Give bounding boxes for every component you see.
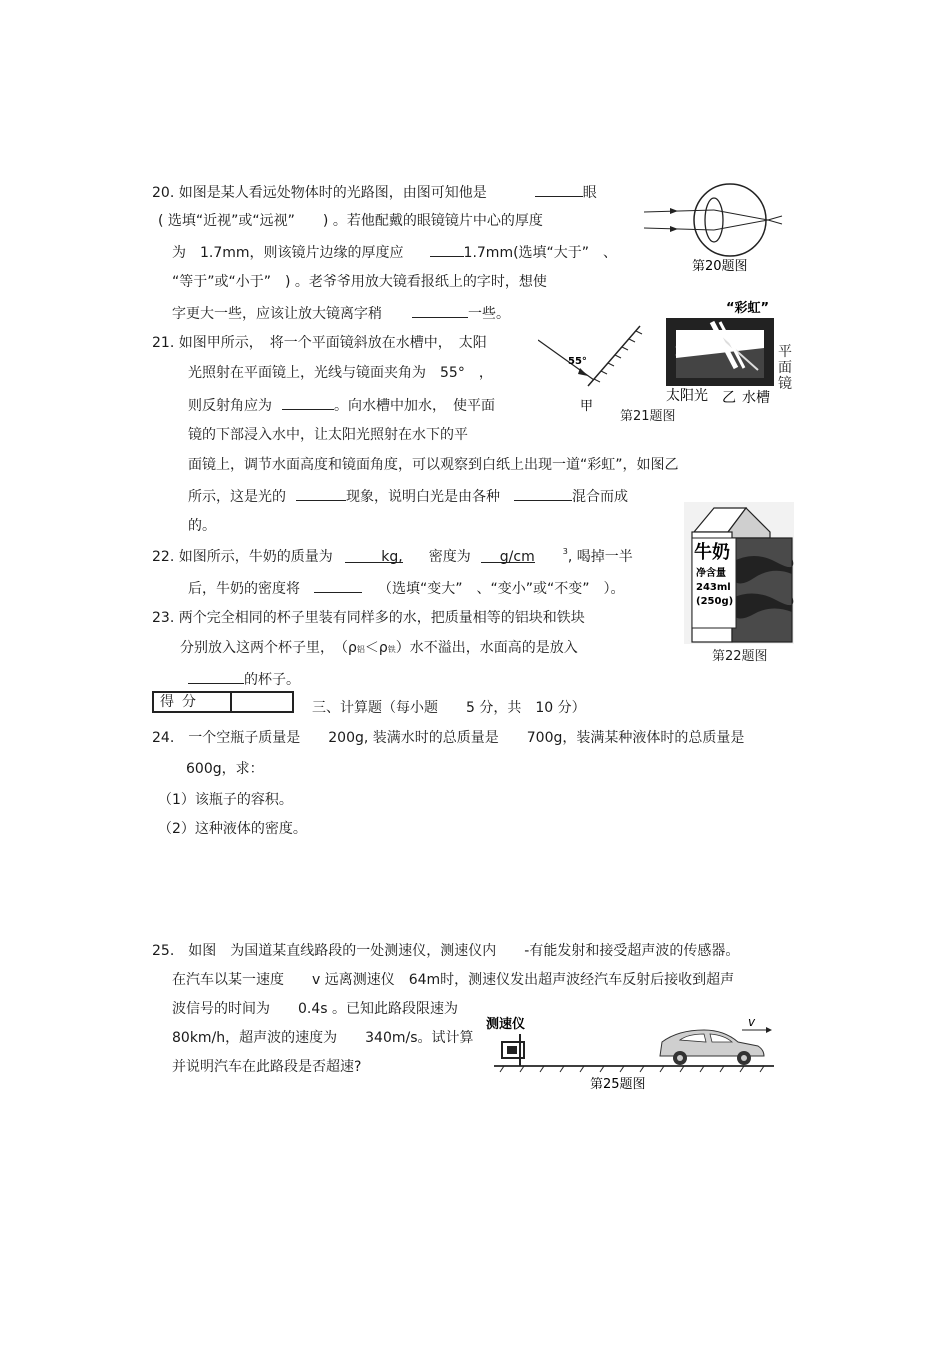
- q22-text: 密度为: [428, 549, 471, 565]
- fig21-mirror-char: 面: [778, 360, 792, 376]
- fig25-caption: 第25题图: [590, 1077, 646, 1092]
- q21-line5: 面镜上，调节水面高度和镜面角度，可以观察到白纸上出现一道“彩虹”，如图乙: [188, 457, 679, 473]
- q23-text: ）水不溢出，水面高的是放入: [395, 640, 578, 656]
- section3-title: 三、计算题（每小题 5 分，共 10 分）: [312, 700, 586, 716]
- q22-line2: [188, 578, 625, 598]
- fig25-label-meter: 测速仪: [486, 1017, 526, 1032]
- fig20-caption: 第20题图: [692, 259, 748, 274]
- q23-text: ＜ρ: [364, 640, 388, 656]
- score-box: [152, 691, 294, 713]
- q23-blank-cup: [188, 669, 244, 684]
- q20-text: 字更大一些，应该让放大镜离字稍: [172, 306, 382, 322]
- q24-part2: （2）这种液体的密度。: [158, 821, 307, 837]
- score-field[interactable]: [232, 693, 292, 711]
- fig20-eye-diagram: [640, 178, 790, 278]
- fig22-carton-mass: (250g): [696, 596, 734, 607]
- q20-text: 20. 如图是某人看远处物体时的光路图，由图可知他是: [152, 185, 487, 201]
- q22-unit-kg: kg,: [381, 549, 403, 565]
- q21-text: 现象，说明白光是由各种: [346, 489, 500, 505]
- q22-text: 22. 如图所示，牛奶的质量为: [152, 549, 333, 565]
- q20-blank-thickness: [430, 242, 464, 257]
- fig21-mirror-char: 平: [778, 344, 792, 360]
- q23-text: 分别放入这两个杯子里， （ρ: [180, 640, 357, 656]
- fig22-carton-title: 牛奶: [694, 542, 730, 563]
- q22-blank-density: [481, 548, 535, 563]
- q22-blank-mass: [345, 548, 403, 563]
- q21-text: 混合而成: [572, 489, 628, 505]
- q21-blank-phenomenon: [296, 486, 346, 501]
- q24-line2: 600g，求：: [186, 761, 264, 777]
- score-label: 得分: [154, 693, 232, 711]
- q21-line2: 光照射在平面镜上，光线与镜面夹角为 55° ，: [188, 365, 493, 381]
- fig22-carton-net: 净含量: [696, 568, 726, 579]
- fig21-mirror-char: 镜: [778, 376, 792, 392]
- q22-blank-change: [314, 578, 362, 593]
- q20-blank-distance: [412, 303, 468, 318]
- fig25-label-v: v: [748, 1015, 756, 1029]
- q20-blank-eye: [535, 182, 583, 197]
- q22-text: （选填“变大” 、“变小”或“不变” ）。: [378, 581, 625, 597]
- q25-line3: 波信号的时间为 0.4s 。已知此路段限速为: [172, 1001, 459, 1017]
- q20-text: 1.7mm(选填“大于” 、: [463, 245, 618, 261]
- q21-blank-angle: [282, 395, 334, 410]
- fig21-caption: 第21题图: [620, 409, 676, 424]
- q23-line2: [180, 639, 578, 659]
- q20-text: 为 1.7mm，则该镜片边缘的厚度应: [172, 245, 404, 261]
- q21-text: 。向水槽中加水， 使平面: [334, 398, 495, 414]
- fig21-label-yi: 乙: [722, 390, 736, 406]
- q25-line4: 80km/h，超声波的速度为 340m/s。试计算: [172, 1030, 474, 1046]
- q21-line3: [188, 395, 495, 415]
- fig21-label-mirror: [778, 344, 796, 392]
- q23-line1: 23. 两个完全相同的杯子里装有同样多的水，把质量相等的铝块和铁块: [152, 610, 585, 626]
- q20-text: 一些。: [468, 306, 510, 322]
- q21-line6: [188, 486, 628, 506]
- q20-line2: ( 选填“近视”或“远视” ) 。若他配戴的眼镜镜片中心的厚度: [158, 213, 543, 229]
- q21-text: 则反射角应为: [188, 398, 272, 414]
- q20-text: 眼: [582, 185, 597, 201]
- q21-blank-color: [514, 486, 572, 501]
- q22-text: 后，牛奶的密度将: [188, 581, 300, 597]
- q20-line4: “等于”或“小于” ) 。老爷爷用放大镜看报纸上的字时，想使: [172, 274, 547, 290]
- fig21-label-jia: 甲: [580, 399, 594, 414]
- fig22-milk-carton: [684, 502, 794, 644]
- q23-sub-al: 铝: [356, 645, 365, 654]
- q21-line4: 镜的下部浸入水中，让太阳光照射在水下的平: [188, 427, 468, 443]
- fig21-angle-label: 55°: [568, 356, 587, 367]
- fig21-label-rainbow: “彩虹”: [726, 301, 770, 316]
- q22-text: , 喝掉一半: [567, 549, 633, 565]
- fig21-label-sun: 太阳光: [666, 388, 708, 404]
- q21-line7: 的。: [188, 518, 216, 534]
- q20-line1: [152, 182, 597, 202]
- fig25-speed-diagram: [484, 1012, 784, 1094]
- fig21-label-tank: 水槽: [742, 390, 770, 406]
- q20-line3: [172, 242, 617, 262]
- fig21-mirror-diagram: [538, 320, 648, 420]
- q24-part1: （1）该瓶子的容积。: [158, 792, 293, 808]
- fig22-carton-volume: 243ml: [696, 582, 731, 593]
- fig22-caption: 第22题图: [712, 649, 768, 664]
- q23-sub-fe: 铁: [387, 645, 396, 654]
- q21-text: 所示，这是光的: [188, 489, 286, 505]
- q23-text: 的杯子。: [244, 672, 300, 688]
- q25-line1: 25. 如图 为国道某直线路段的一处测速仪，测速仪内 -有能发射和接受超声波的传感器。: [152, 943, 740, 959]
- q25-line5: 并说明汽车在此路段是否超速?: [172, 1059, 362, 1075]
- q21-line1: 21. 如图甲所示， 将一个平面镜斜放在水槽中， 太阳: [152, 335, 487, 351]
- q22-unit-exponent: 3: [562, 547, 568, 556]
- q22-line1: [152, 548, 633, 568]
- q25-line2: 在汽车以某一速度 v 远离测速仪 64m时，测速仪发出超声波经汽车反射后接收到超声: [172, 972, 735, 988]
- q20-line5: [172, 303, 510, 323]
- q23-line3: [188, 669, 300, 689]
- q22-unit-gcm: g/cm: [499, 549, 535, 565]
- q24-line1: 24. 一个空瓶子质量是 200g, 装满水时的总质量是 700g，装满某种液体时的总质量是: [152, 730, 745, 746]
